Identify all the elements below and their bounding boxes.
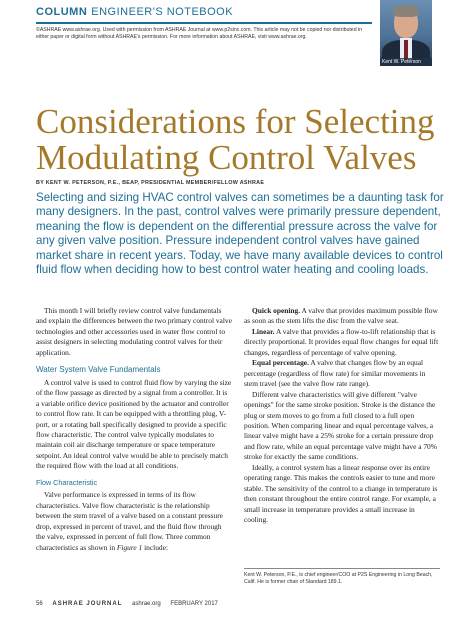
author-photo [380, 0, 432, 66]
header-rule [36, 22, 372, 24]
copyright-notice: ©ASHRAE www.ashrae.org. Used with permission from ASHRAE Journal at www.p2sinc.com. This article may not be copied nor distributed in either paper or digital form without ASHRAE's permission. For more information about ASHRAE, visit www.ashrae.org. [36, 27, 363, 40]
author-note-rule [244, 568, 440, 569]
column-name: ENGINEER'S NOTEBOOK [91, 6, 234, 18]
page-footer [36, 601, 226, 607]
linear-item: Linear. A valve that provides a flow-to-lift relationship that is directly proportional. It provides equal flow changes for equal lift changes, regardless of percentage of valve opening. [244, 326, 439, 357]
journal-site: ashrae.org [132, 601, 161, 607]
left-column [36, 306, 232, 553]
byline: BY KENT W. PETERSON, P.E., BEAP, PRESIDENTIAL MEMBER/FELLOW ASHRAE [36, 180, 265, 186]
section-heading: Water System Valve Fundamentals [36, 365, 161, 375]
page-number: 56 [36, 601, 43, 607]
fundamentals-paragraph: A control valve is used to control fluid flow by varying the size of the flow passage as directed by a signal from a controller. It is a variable orifice device positioned by the actuator and controller to control flow rate. It can be equipped with a throttling plug, V-port, or a rotating ball specifically designed to provide a specific flow characteristic. The control valve typically modulates to maintain coil air discharge temperature or space temperature setpoint. An ideal control valve would be able to precisely match the required flow with the load at all conditions. [36, 377, 232, 471]
lede-paragraph: Selecting and sizing HVAC control valves can sometimes be a daunting task for many designers. In the past, control valves were primarily pressure dependent, meaning the flow is dependent on the differential pressure across the valve for any given valve position. Pressure independent control valves have gained market share in recent years. Today, we have many available devices to control fluid flow when deciding how to best control water heating and cooling loads. [36, 191, 444, 277]
issue-date: FEBRUARY 2017 [170, 601, 218, 607]
author-photo-caption: Kent W. Peterson [380, 58, 432, 66]
flow-characteristic-paragraph: Valve performance is expressed in terms of its flow characteristics. Valve flow characteristic is the relationship between the stem travel of a valve based on a constant pressure drop, expressed in percent of travel, and the fluid flow through the valve, expressed in percent of full flow. Three common characteristics as shown in Figure 1 include: [36, 490, 223, 552]
author-note: Kent W. Peterson, P.E., is chief engineer/COO at P2S Engineering in Long Beach, Calif. He is former chair of Standard 189.1. [244, 572, 433, 585]
figure-reference[interactable]: Figure 1 [116, 542, 143, 552]
valve-openings-paragraph: Different valve characteristics will give different "valve openings" for the same stroke position. Stroke is the distance the plug or stem moves to go from a full closed to a full open position. When comparing linear and equal percentage valves, a linear valve might have a 25% stroke for a certain pressure drop and flow rate, while an equal percentage valve might have a 70% stroke for exactly the same conditions. [244, 389, 437, 462]
quick-opening-item: Quick opening. A valve that provides maximum possible flow as soon as the stem lifts the disc from the valve seat. [244, 306, 438, 326]
article-title: Considerations for Selecting Modulating Control Valves [36, 102, 435, 177]
column-label [36, 6, 376, 18]
column-tag: COLUMN [36, 6, 88, 18]
journal-name: ASHRAE JOURNAL [52, 601, 123, 607]
right-column [244, 306, 440, 526]
equal-percentage-item: Equal percentage. A valve that changes flow by an equal percentage (regardless of flow rate) for similar movements in stem travel (see the valve flow rate range). [244, 358, 426, 389]
linear-response-paragraph: Ideally, a control system has a linear response over its entire operating range. This makes the controls easier to tune and more stable. The sensitivity of the control to a change in temperature is then constant throughout the entire control range. For example, a small increase in temperature provides a small increase in cooling. [244, 462, 438, 525]
column-header [36, 6, 376, 18]
subsection-heading: Flow Characteristic [36, 477, 98, 487]
intro-paragraph: This month I will briefly review control valve fundamentals and explain the differences between the two primary control valve technologies and other accessories used in water flow control to assist designers in selecting modulating control valves for their application. [36, 306, 232, 357]
